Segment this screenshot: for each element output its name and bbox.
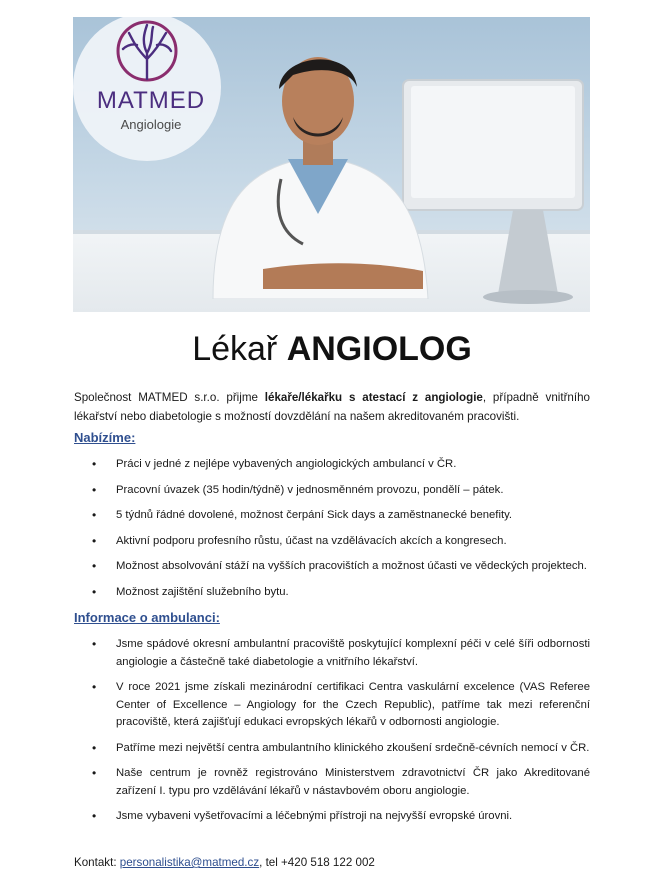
intro-text-2: , případně vnitřního lékařství nebo diabetologie s možností dovzdělání na našem akreditovaném pracovišti. [74, 391, 590, 423]
intro-highlight: lékaře/lékařku s atestací z angiologie [264, 391, 483, 404]
logo-badge [73, 17, 221, 161]
contact-line [74, 856, 375, 869]
tree-logo-icon [111, 19, 183, 85]
contact-email-link[interactable]: personalistika@matmed.cz [119, 856, 260, 869]
offer-item: • Možnost zajištění služebního bytu. [74, 584, 590, 602]
intro-paragraph [74, 388, 590, 426]
info-item: • V roce 2021 jsme získali mezinárodní certifikaci Centra vaskulární excelence (VAS Referee Center of Excellence – Angiology for the Czech Republic), patříme tak mezi referenční pracoviště, která zajišťují edukaci evropských lékařů v odbornosti angiologie. [74, 679, 590, 732]
info-item: • Patříme mezi největší centra ambulantního klinického zkoušení srdečně-cévních nemocí v ČR. [74, 740, 590, 758]
contact-phone: , tel +420 518 122 002 [259, 856, 375, 869]
logo-name: MATMED [96, 87, 206, 114]
intro-text-1: Společnost MATMED s.r.o. přijme [74, 391, 265, 404]
hero-image [73, 17, 590, 312]
info-heading: Informace o ambulanci: [74, 610, 220, 625]
offer-item: • Možnost absolvování stáží na vyšších pracovištích a možnost účasti ve vědeckých projektech. [74, 558, 590, 576]
offer-item: • Aktivní podporu profesního růstu, účast na vzdělávacích akcích a kongresech. [74, 533, 590, 551]
job-title [0, 330, 664, 369]
info-item: • Naše centrum je rovněž registrováno Ministerstvem zdravotnictví ČR jako Akreditované zařízení I. typu pro vzdělávání lékařů v nástavbovém oboru angiologie. [74, 765, 590, 800]
info-item: • Jsme spádové okresní ambulantní pracoviště poskytující komplexní péči v celé šíři odbornosti angiologie a částečně také diabetologie a vnitřního lékařství. [74, 636, 590, 671]
offer-list [74, 456, 590, 601]
info-list [74, 636, 590, 826]
info-item: • Jsme vybaveni vyšetřovacími a léčebnými přístroji na nejvyšší evropské úrovni. [74, 808, 590, 826]
job-title-emphasis: ANGIOLOG [286, 330, 472, 368]
offer-heading: Nabízíme: [74, 430, 136, 445]
contact-label: Kontakt: [74, 856, 120, 869]
job-title-prefix: Lékař [192, 330, 287, 368]
offer-item: • Pracovní úvazek (35 hodin/týdně) v jednosměnném provozu, pondělí – pátek. [74, 482, 590, 500]
logo-subtitle: Angiologie [120, 117, 182, 132]
offer-item: • Práci v jedné z nejlépe vybavených angiologických ambulancí v ČR. [74, 456, 590, 474]
offer-item: • 5 týdnů řádné dovolené, možnost čerpání Sick days a zaměstnanecké benefity. [74, 507, 590, 525]
